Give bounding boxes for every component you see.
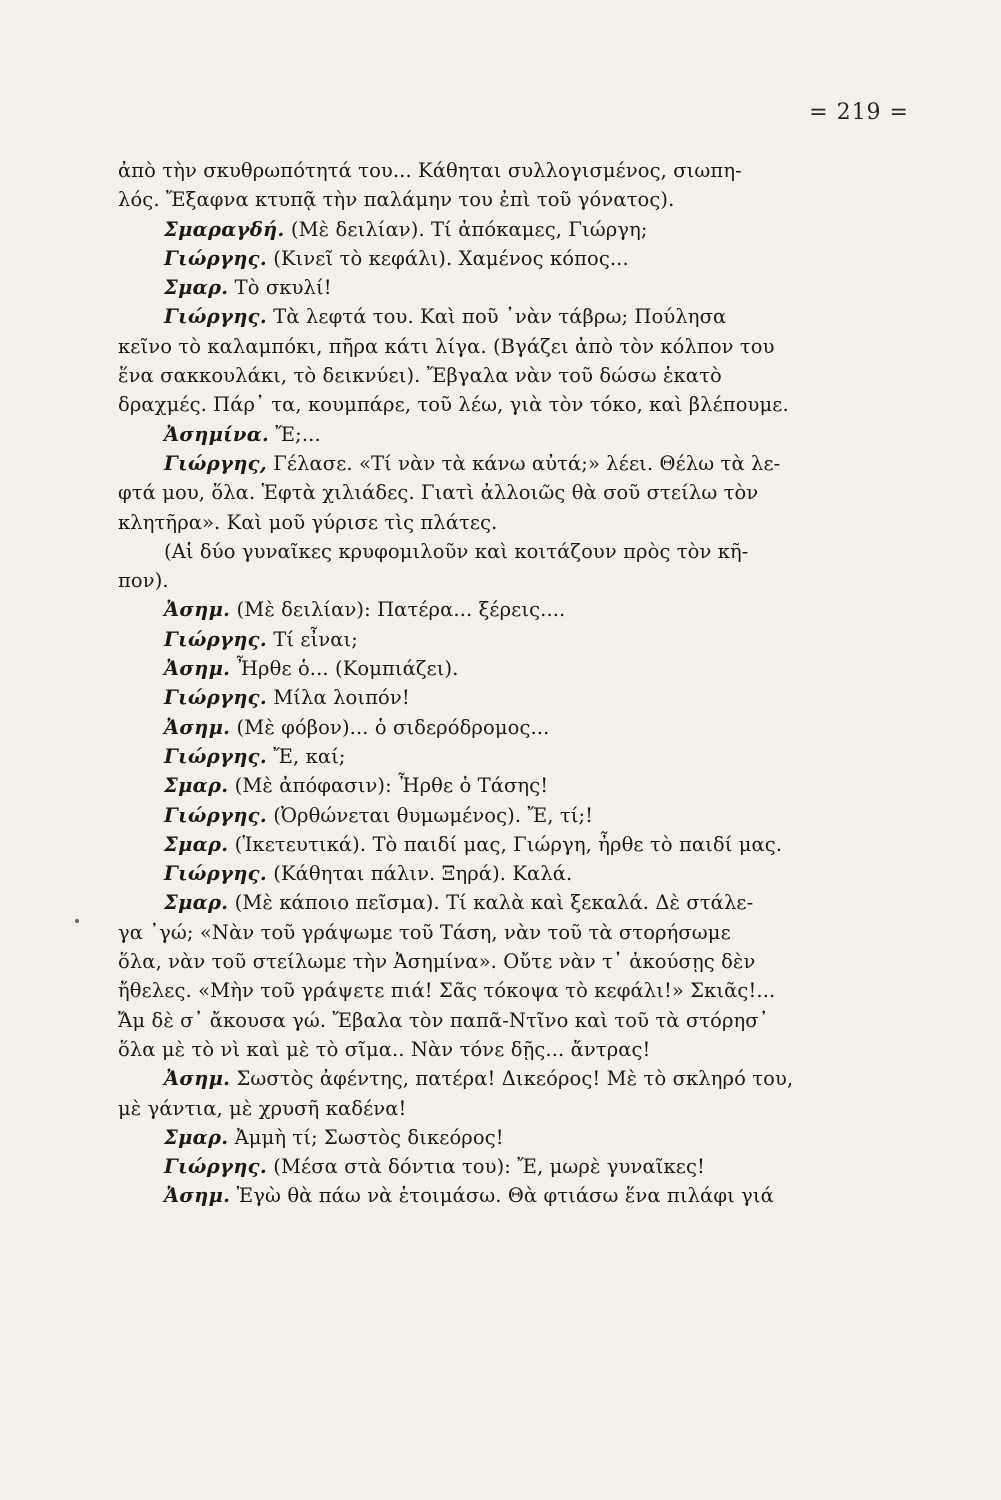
line-text: Ἔ, καί; xyxy=(266,744,346,768)
speaker-name: Ἀσημ. xyxy=(164,598,231,622)
line-text: Ἀμμὴ τί; Σωστὸς δικεόρος! xyxy=(228,1125,504,1149)
line-text: Τί εἶναι; xyxy=(266,627,358,651)
speaker-name: Ἀσημ. xyxy=(164,1067,231,1091)
text-line xyxy=(118,332,858,361)
text-line xyxy=(118,1094,858,1123)
speaker-name: Σμαρ. xyxy=(164,1125,229,1149)
line-text: (Μὲ ἀπόφασιν): Ἦρθε ὁ Τάσης! xyxy=(228,774,549,798)
text-line xyxy=(118,771,858,800)
text-line xyxy=(118,654,858,683)
text-line xyxy=(118,1123,858,1152)
speaker-name: Γιώργης. xyxy=(164,862,267,886)
text-line xyxy=(118,508,858,537)
page-number: = 219 = xyxy=(809,100,909,125)
line-text: Μίλα λοιπόν! xyxy=(266,686,410,710)
speaker-name: Ἀσημ. xyxy=(164,657,231,681)
speaker-name: Γιώργης. xyxy=(164,627,267,651)
speaker-name: Γιώργης. xyxy=(164,1155,267,1179)
line-text: ὅλα μὲ τὸ νὶ καὶ μὲ τὸ σῖμα.. Νὰν τόνε δῇς... ἄντρας! xyxy=(118,1037,651,1061)
text-line xyxy=(118,244,858,273)
text-line xyxy=(118,830,858,859)
line-text: Ἦρθε ὁ... (Κομπιάζει). xyxy=(230,657,459,681)
line-text: φτά μου, ὅλα. Ἑφτὰ χιλιάδες. Γιατὶ ἀλλοιῶς θὰ σοῦ στείλω τὸν xyxy=(118,481,759,505)
line-text: (Κάθηται πάλιν. Ξηρά). Καλά. xyxy=(266,862,573,886)
line-text: Ἐγὼ θὰ πάω νὰ ἑτοιμάσω. Θὰ φτιάσω ἕνα πιλάφι γιά xyxy=(230,1184,774,1208)
text-line xyxy=(118,976,858,1005)
text-line xyxy=(118,1152,858,1181)
line-text: ἕνα σακκουλάκι, τὸ δεικνύει). Ἔβγαλα νὰν τοῦ δώσω ἑκατὸ xyxy=(118,364,722,388)
speaker-name: Σμαρ. xyxy=(164,891,229,915)
text-line xyxy=(118,156,858,185)
text-line xyxy=(118,478,858,507)
text-line xyxy=(118,1064,858,1093)
text-line xyxy=(118,273,858,302)
line-text: (Μέσα στὰ δόντια του): Ἔ, μωρὲ γυναῖκες! xyxy=(266,1155,705,1179)
play-text-body xyxy=(118,156,858,1211)
speaker-name: Ἀσημ. xyxy=(164,1184,231,1208)
speaker-name: Γιώργης. xyxy=(164,803,267,827)
speaker-name: Γιώργης. xyxy=(164,686,267,710)
line-text: ἀπὸ τὴν σκυθρωπότητά του... Κάθηται συλλογισμένος, σιωπη- xyxy=(118,159,742,182)
text-line xyxy=(118,595,858,624)
text-line xyxy=(118,361,858,390)
text-line xyxy=(118,537,858,566)
line-text: λός. Ἔξαφνα κτυπᾷ τὴν παλάμην του ἐπὶ τοῦ γόνατος). xyxy=(118,188,675,212)
speaker-name: Σμαρ. xyxy=(164,774,229,798)
line-text: (Ἱκετευτικά). Τὸ παιδί μας, Γιώργη, ἦρθε τὸ παιδί μας. xyxy=(228,832,783,856)
speaker-name: Γιώργης, xyxy=(164,451,267,475)
text-line xyxy=(118,449,858,478)
line-text: (Ὀρθώνεται θυμωμένος). Ἔ, τί;! xyxy=(266,803,594,827)
text-line xyxy=(118,713,858,742)
line-text: μὲ γάντια, μὲ χρυσῆ καδένα! xyxy=(118,1096,407,1120)
line-text: ἤθελες. «Μὴν τοῦ γράψετε πιά! Σᾶς τόκοψα τὸ κεφάλι!» Σκιᾶς!... xyxy=(118,979,776,1003)
line-text: δραχμές. Πάρ᾽ τα, κουμπάρε, τοῦ λέω, γιὰ τὸν τόκο, καὶ βλέπουμε. xyxy=(118,393,789,417)
text-line xyxy=(118,947,858,976)
text-line xyxy=(118,1181,858,1210)
text-line xyxy=(118,859,858,888)
line-text: (Μὲ κάποιο πεῖσμα). Τί καλὰ καὶ ξεκαλά. Δὲ στάλε- xyxy=(228,891,754,915)
text-line xyxy=(118,566,858,595)
line-text: γα ᾽γώ; «Νὰν τοῦ γράψωμε τοῦ Τάση, νὰν τοῦ τὰ στορήσωμε xyxy=(118,920,731,944)
line-text: (Κινεῖ τὸ κεφάλι). Χαμένος κόπος... xyxy=(266,246,629,270)
speaker-name: Γιώργης. xyxy=(164,744,267,768)
line-text: (Μὲ δειλίαν). Τί ἀπόκαμες, Γιώργη; xyxy=(284,217,648,241)
text-line xyxy=(118,625,858,654)
speaker-name: Σμαρ. xyxy=(164,832,229,856)
speaker-name: Ἀσημίνα. xyxy=(164,422,270,446)
line-text: ὅλα, νὰν τοῦ στείλωμε τὴν Ἀσημίνα». Οὔτε νὰν τ᾽ ἀκούσῃς δὲν xyxy=(118,950,756,974)
line-text: κλητῆρα». Καὶ μοῦ γύρισε τὶς πλάτες. xyxy=(118,510,498,534)
text-line xyxy=(118,185,858,214)
text-line xyxy=(118,302,858,331)
line-text: Ἔ;... xyxy=(269,422,321,446)
speaker-name: Γιώργης. xyxy=(164,246,267,270)
text-line xyxy=(118,801,858,830)
line-text: Σωστὸς ἀφέντης, πατέρα! Δικεόρος! Μὲ τὸ σκληρό του, xyxy=(230,1067,794,1091)
text-line xyxy=(118,742,858,771)
text-line xyxy=(118,1006,858,1035)
line-text: κεῖνο τὸ καλαμπόκι, πῆρα κάτι λίγα. (Βγάζει ἀπὸ τὸν κόλπον του xyxy=(118,334,775,358)
text-line xyxy=(118,390,858,419)
text-line xyxy=(118,420,858,449)
speaker-name: Ἀσημ. xyxy=(164,715,231,739)
text-line xyxy=(118,215,858,244)
margin-mark xyxy=(75,919,79,923)
text-line xyxy=(118,1035,858,1064)
speaker-name: Σμαρ. xyxy=(164,276,229,300)
line-text: πον). xyxy=(118,569,169,593)
line-text: (Αἱ δύο γυναῖκες κρυφομιλοῦν καὶ κοιτάζουν πρὸς τὸν κῆ- xyxy=(164,539,749,563)
text-line xyxy=(118,683,858,712)
line-text: Γέλασε. «Τί νὰν τὰ κάνω αὐτά;» λέει. Θέλω τὰ λε- xyxy=(266,451,781,475)
text-line xyxy=(118,888,858,917)
text-line xyxy=(118,918,858,947)
speaker-name: Σμαραγδή. xyxy=(164,217,285,241)
speaker-name: Γιώργης. xyxy=(164,305,267,329)
line-text: (Μὲ φόβον)... ὁ σιδερόδρομος... xyxy=(230,715,550,739)
line-text: Ἄμ δὲ σ᾽ ἄκουσα γώ. Ἔβαλα τὸν παπᾶ-Ντῖνο καὶ τοῦ τὰ στόρησ᾽ xyxy=(118,1008,769,1032)
line-text: Τὰ λεφτά του. Καὶ ποῦ ᾽νὰν τάβρω; Πούλησα xyxy=(266,305,727,329)
line-text: (Μὲ δειλίαν): Πατέρα... ξέρεις.... xyxy=(230,598,566,622)
line-text: Τὸ σκυλί! xyxy=(228,276,332,300)
